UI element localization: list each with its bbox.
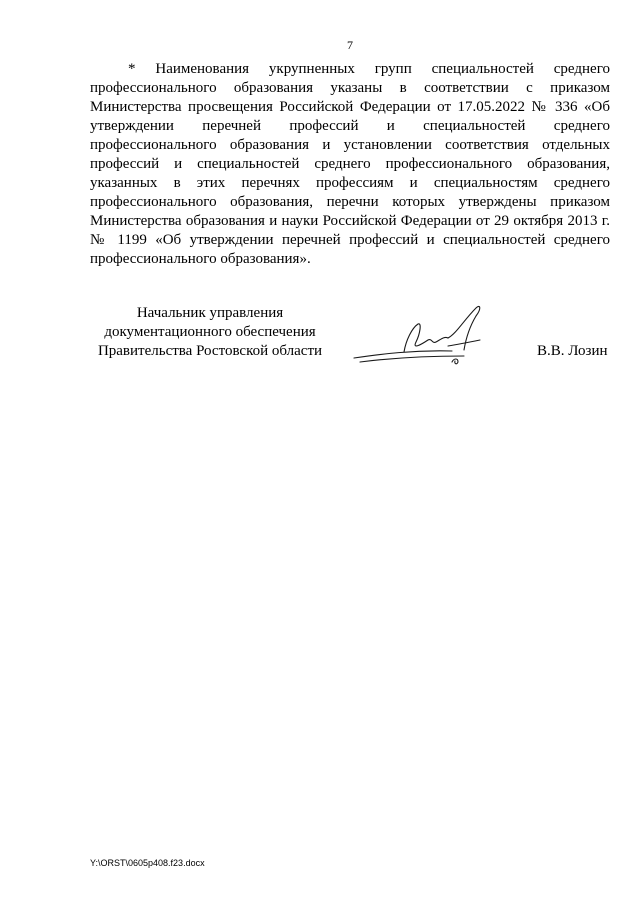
signatory-title-line-1: Начальник управления bbox=[136, 305, 284, 321]
signatory-title bbox=[90, 304, 330, 361]
handwritten-signature bbox=[352, 300, 500, 370]
file-path: Y:\ORST\0605p408.f23.docx bbox=[90, 858, 205, 868]
page-number: 7 bbox=[347, 38, 353, 52]
signatory-title-line-3: Правительства Ростовской области bbox=[97, 343, 323, 359]
footnote-text: * Наименования укрупненных групп специальностей среднего профессионального образования указаны в соответствии с приказом Министерства просвещения Российской Федерации от 17.05.2022 № 336 «Об утверждении перечней профессий и специальностей среднего профессионального образования и установлении соответствия отдельных профессий и специальностей среднего профессионального образования, указанных в этих перечнях профессиям и специальностям среднего профессионального образования, перечни которых утверждены приказом Министерства образования и науки Российской Федерации от 29 октября 2013 г. № 1199 «Об утверждении перечней профессий и специальностей среднего профессионального образования». bbox=[90, 61, 610, 267]
signatory-name: В.В. Лозин bbox=[537, 343, 608, 359]
signatory-title-line-2: документационного обеспечения bbox=[104, 324, 316, 340]
